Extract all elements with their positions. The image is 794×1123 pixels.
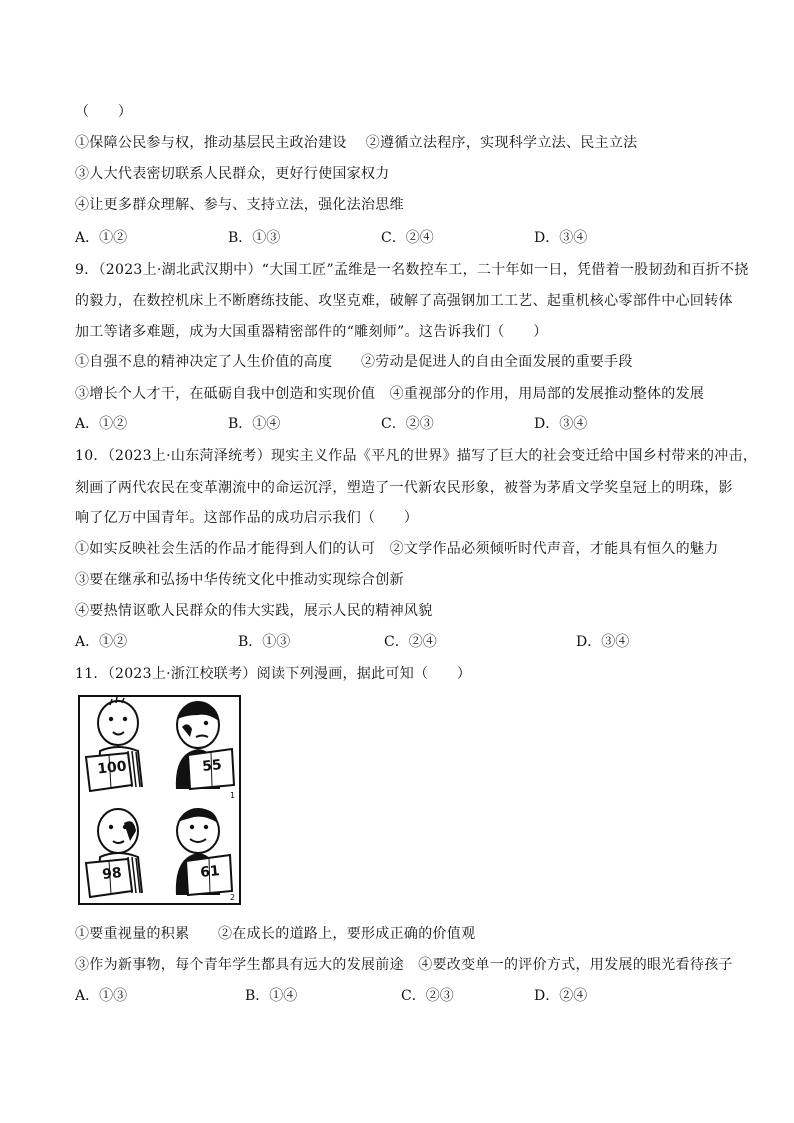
q8-bracket: （ ） <box>75 104 133 120</box>
q11-option-d: D．②④ <box>534 988 588 1004</box>
q10-stem-line-1: 10．（2023上·山东菏泽统考）现实主义作品《平凡的世界》描写了巨大的社会变迁给中国乡村带来的冲击， <box>75 448 758 464</box>
q8-item-3: ④让更多群众理解、参与、支持立法，强化法治思维 <box>75 197 404 213</box>
q10-option-d: D．③④ <box>576 634 630 650</box>
panel1-right-sign: 55 <box>201 757 223 775</box>
q8-item-1: ①保障公民参与权，推动基层民主政治建设 ②遵循立法程序，实现科学立法、民主立法 <box>75 135 638 151</box>
q8-option-b: B．①③ <box>228 230 281 246</box>
panel2-right-figure <box>176 809 232 895</box>
panel1-number: 1 <box>230 791 236 800</box>
q8-option-d: D．③④ <box>534 230 588 246</box>
q10-stem-line-2: 刻画了两代农民在变革潮流中的命运沉浮，塑造了一代新农民形象，被誉为茅盾文学奖皇冠上的明珠，影 <box>75 480 733 496</box>
q9-option-c: C．②③ <box>381 416 434 432</box>
q11-option-c: C．②③ <box>401 988 454 1004</box>
q10-option-c: C．②④ <box>384 634 437 650</box>
q8-item-2: ③人大代表密切联系人民群众，更好行使国家权力 <box>75 166 390 182</box>
q11-item-2: ③作为新事物，每个青年学生都具有远大的发展前途 ④要改变单一的评价方式，用发展的眼光看待孩子 <box>75 957 733 973</box>
q10-item-3: ④要热情讴歌人民群众的伟大实践，展示人民的精神风貌 <box>75 603 433 619</box>
q11-stem: 11．（2023上·浙江校联考）阅读下列漫画，据此可知（ ） <box>75 666 472 682</box>
panel2-left-sign: 98 <box>101 865 123 883</box>
q10-option-a: A．①② <box>75 634 128 650</box>
q9-item-1: ①自强不息的精神决定了人生价值的高度 ②劳动是促进人的自由全面发展的重要手段 <box>75 354 633 370</box>
q10-option-b: B．①③ <box>238 634 291 650</box>
comic-illustration <box>78 695 241 905</box>
q10-stem-line-3: 响了亿万中国青年。这部作品的成功启示我们（ ） <box>75 510 419 526</box>
q10-item-2: ③要在继承和弘扬中华传统文化中推动实现综合创新 <box>75 572 404 588</box>
q11-option-b: B．①④ <box>245 988 298 1004</box>
panel2-right-sign: 61 <box>199 863 221 881</box>
panel2-number: 2 <box>230 893 236 902</box>
q10-item-1: ①如实反映社会生活的作品才能得到人们的认可 ②文学作品必须倾听时代声音，才能具有恒久的魅力 <box>75 541 719 557</box>
q9-stem-line-1: 9．（2023上·湖北武汉期中）“大国工匠”孟维是一名数控车工，二十年如一日，凭借着一股韧劲和百折不挠 <box>75 262 749 278</box>
q9-stem-line-2: 的毅力，在数控机床上不断磨练技能、攻坚克难，破解了高强钢加工工艺、起重机核心零部件中心回转体 <box>75 293 733 309</box>
q8-option-c: C．②④ <box>381 230 434 246</box>
q8-option-a: A．①② <box>75 230 128 246</box>
q9-option-d: D．③④ <box>534 416 588 432</box>
q11-item-1: ①要重视量的积累 ②在成长的道路上，要形成正确的价值观 <box>75 926 476 942</box>
q9-option-a: A．①② <box>75 416 128 432</box>
panel1-right-figure <box>176 702 234 789</box>
q9-stem-line-3: 加工等诸多难题，成为大国重器精密部件的“雕刻师”。这告诉我们（ ） <box>75 324 548 340</box>
q9-option-b: B．①④ <box>228 416 281 432</box>
q9-item-2: ③增长个人才干，在砥砺自我中创造和实现价值 ④重视部分的作用，用局部的发展推动整体的发展 <box>75 386 705 402</box>
panel1-left-sign: 100 <box>96 758 128 778</box>
q11-option-a: A．①③ <box>75 988 128 1004</box>
